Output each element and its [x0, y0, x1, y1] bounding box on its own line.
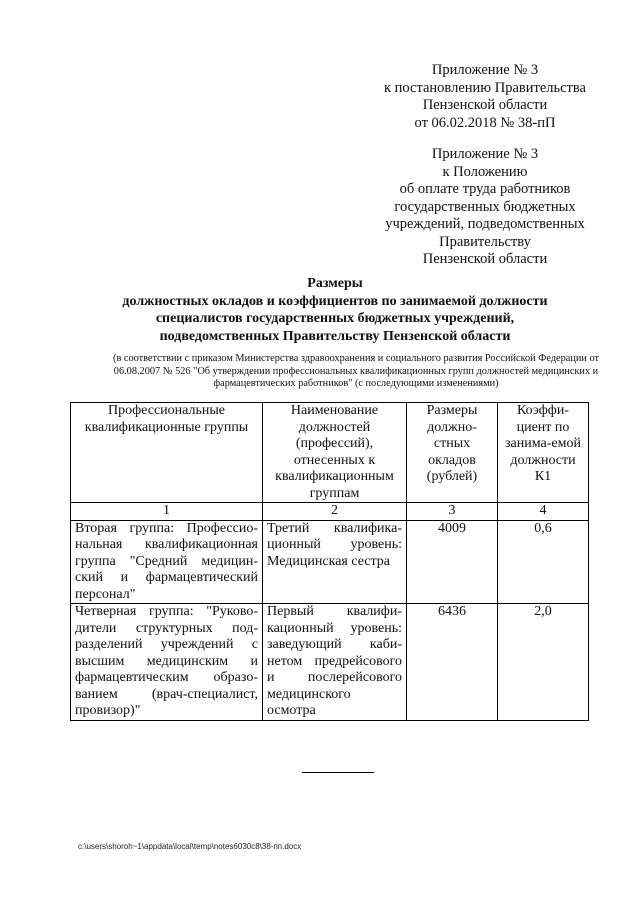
salary-cell: 6436	[407, 604, 498, 721]
position-cell: Первый квалифи-кационный уровень: заведующий каби-нетом предрейсового и послерейсового медицинского осмотра	[263, 604, 407, 721]
title-line: должностных окладов и коэффициентов по занимаемой должности	[122, 293, 548, 309]
column-number-row	[71, 503, 589, 521]
basis-line: фармацевтических работников" (с последующими изменениями)	[213, 378, 499, 390]
salary-cell: 4009	[407, 520, 498, 604]
annex-regulation-line: к Положению	[442, 163, 528, 180]
file-path-footer: c:\users\shoroh~1\appdata\local\temp\notes6030c8\38-пп.docx	[78, 842, 302, 851]
annex-decree-reference	[360, 62, 610, 132]
annex-regulation-line: учреждений, подведомственных	[385, 216, 585, 232]
position-cell: Третий квалифика-ционный уровень: Медицинская сестра	[263, 520, 407, 604]
document-title	[40, 275, 630, 345]
title-line: специалистов государственных бюджетных учреждений,	[155, 311, 515, 326]
table-header-row	[71, 403, 589, 503]
annex-regulation-line: Правительству	[439, 233, 531, 250]
annex-regulation-reference	[360, 146, 610, 269]
column-number: 2	[263, 503, 407, 521]
annex-decree-date: от 06.02.2018 № 38-пП	[414, 114, 556, 131]
header-professional-groups: Профессиональные квалификационные группы	[71, 403, 263, 503]
title-line: подведомственных Правительству Пензенской области	[159, 328, 511, 344]
legal-basis-note	[80, 353, 632, 391]
table-row	[71, 604, 589, 721]
column-number: 4	[498, 503, 589, 521]
annex-regulation-number: Приложение № 3	[431, 146, 539, 162]
header-position-names: Наименование должностей (профессий), отнесенных к квалификационным группам	[263, 403, 407, 503]
header-salary-size: Размеры должно-стных окладов (рублей)	[407, 403, 498, 503]
annex-regulation-line: об оплате труда работников	[399, 181, 571, 197]
title-line: Размеры	[307, 276, 363, 291]
header-coefficient: Коэффи-циент по занима-емой должности К1	[498, 403, 589, 503]
annex-regulation-line: государственных бюджетных	[394, 198, 576, 215]
basis-line: 06.08.2007 № 526 "Об утверждении профессиональных квалификационных групп должностей медицинских и	[113, 365, 599, 377]
basis-line: (в соответствии с приказом Министерства здравоохранения и социального развития Российской Федерации от	[113, 353, 599, 364]
group-cell: Четверная группа: "Руково-дители структурных под-разделений учреждений с высшим медицинским и фармацевтическим образо-ванием (врач-специалист, провизор)"	[71, 604, 263, 721]
table-row	[71, 520, 589, 604]
column-number: 1	[71, 503, 263, 521]
separator-line	[302, 772, 374, 773]
annex-decree-line: к постановлению Правительства	[384, 79, 586, 96]
coefficient-cell: 2,0	[498, 604, 589, 721]
annex-region-line: Пензенской области	[422, 97, 548, 113]
annex-regulation-line: Пензенской области	[422, 251, 548, 267]
column-number: 3	[407, 503, 498, 521]
group-cell: Вторая группа: Профессио-нальная квалификационная группа "Средний медицин-ский и фармацевтический персонал"	[71, 520, 263, 604]
annex-number: Приложение № 3	[431, 62, 539, 78]
salary-table	[70, 402, 589, 721]
coefficient-cell: 0,6	[498, 520, 589, 604]
